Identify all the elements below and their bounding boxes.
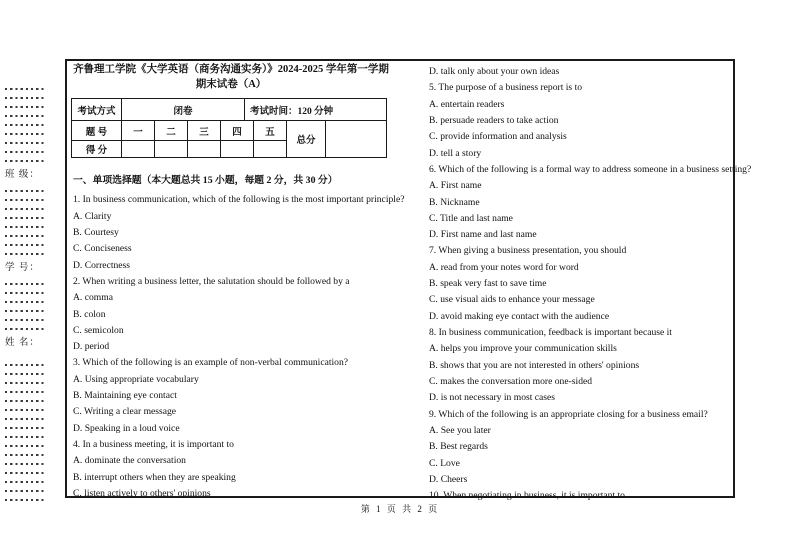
- question-line: 10. When negotiating in business, it is important to: [429, 490, 625, 502]
- binding-dotted-line: [5, 208, 45, 210]
- question-line: D. tell a story: [429, 147, 482, 159]
- binding-dotted-line: [5, 319, 45, 321]
- binding-dotted-line: [5, 373, 45, 375]
- question-line: A. dominate the conversation: [73, 455, 186, 467]
- binding-dotted-line: [5, 283, 45, 285]
- name-label: 姓 名：: [5, 338, 40, 348]
- binding-dotted-line: [5, 382, 45, 384]
- question-line: 2. When writing a business letter, the salutation should be followed by a: [73, 275, 350, 287]
- question-line: 9. Which of the following is an appropriate closing for a business email?: [429, 408, 708, 420]
- questions-column-right: [429, 64, 793, 504]
- binding-dotted-line: [5, 226, 45, 228]
- question-row-label: 题 号: [72, 121, 122, 141]
- score-row-label: 得 分: [72, 141, 122, 158]
- question-line: A. First name: [429, 180, 482, 192]
- question-line: B. Maintaining eye contact: [73, 390, 177, 402]
- left-question-lines: [73, 192, 403, 502]
- binding-dotted-line: [5, 292, 45, 294]
- binding-dotted-line: [5, 310, 45, 312]
- binding-dotted-line: [5, 133, 45, 135]
- binding-dotted-line: [5, 391, 45, 393]
- binding-dotted-line: [5, 463, 45, 465]
- binding-dotted-line: [5, 160, 45, 162]
- question-line: 4. In a business meeting, it is important to: [73, 439, 234, 450]
- binding-dotted-line: [5, 88, 45, 90]
- question-line: 1. In business communication, which of the following is the most important principle?: [73, 194, 405, 206]
- section-col-2: 二: [155, 121, 188, 141]
- exam-mode-value: 闭卷: [122, 99, 245, 121]
- score-cell-1: [122, 141, 155, 158]
- question-line: B. shows that you are not interested in others' opinions: [429, 359, 640, 371]
- binding-dotted-line: [5, 418, 45, 420]
- binding-margin: [5, 88, 45, 508]
- question-line: A. See you later: [429, 424, 491, 436]
- exam-mode-label: 考试方式: [72, 99, 122, 121]
- question-line: D. avoid making eye contact with the audience: [429, 310, 610, 322]
- binding-dotted-line: [5, 400, 45, 402]
- question-line: B. Nickname: [429, 196, 480, 208]
- binding-dotted-line: [5, 490, 45, 492]
- question-line: A. helps you improve your communication skills: [429, 343, 617, 355]
- student-id-label: 学 号：: [5, 263, 40, 273]
- section-col-4: 四: [221, 121, 254, 141]
- exam-title: [69, 62, 393, 92]
- binding-dotted-line: [5, 106, 45, 108]
- question-line: B. speak very fast to save time: [429, 278, 547, 290]
- binding-dotted-line: [5, 151, 45, 153]
- exam-info-table: [71, 98, 387, 158]
- total-score-cell: [326, 121, 387, 158]
- question-line: 5. The purpose of a business report is to: [429, 82, 583, 94]
- question-line: A. comma: [73, 292, 113, 304]
- section-title: 一、单项选择题（本大题总共 15 小题，每题 2 分，共 30 分）: [73, 175, 338, 186]
- question-line: D. is not necessary in most cases: [429, 392, 556, 404]
- right-question-lines: [429, 64, 793, 504]
- score-cell-2: [155, 141, 188, 158]
- score-cell-4: [221, 141, 254, 158]
- question-line: D. Correctness: [73, 259, 131, 271]
- question-line: C. use visual aids to enhance your message: [429, 294, 595, 306]
- question-line: C. semicolon: [73, 324, 124, 336]
- binding-dotted-line: [5, 190, 45, 192]
- binding-dotted-line: [5, 199, 45, 201]
- question-line: D. First name and last name: [429, 229, 537, 241]
- question-line: B. Best regards: [429, 441, 488, 453]
- question-line: D. period: [73, 341, 110, 353]
- question-line: 7. When giving a business presentation, you should: [429, 245, 627, 257]
- question-line: C. listen actively to others' opinions: [73, 487, 211, 499]
- question-line: A. entertain readers: [429, 98, 505, 110]
- binding-dotted-line: [5, 499, 45, 501]
- page-footer: 第 1 页 共 2 页: [360, 504, 440, 514]
- binding-dotted-line: [5, 409, 45, 411]
- binding-dotted-line: [5, 124, 45, 126]
- question-line: D. talk only about your own ideas: [429, 66, 560, 77]
- score-cell-5: [254, 141, 287, 158]
- exam-title-line2: 期末试卷（A）: [195, 79, 267, 90]
- binding-dotted-line: [5, 436, 45, 438]
- binding-dotted-line: [5, 217, 45, 219]
- binding-dotted-line: [5, 364, 45, 366]
- question-line: B. persuade readers to take action: [429, 114, 559, 126]
- question-line: C. Conciseness: [73, 243, 132, 255]
- binding-dotted-line: [5, 244, 45, 246]
- question-line: A. read from your notes word for word: [429, 261, 579, 273]
- binding-dotted-line: [5, 427, 45, 429]
- binding-dotted-line: [5, 235, 45, 237]
- exam-content-box: [65, 59, 752, 502]
- question-line: C. makes the conversation more one-sided: [429, 375, 593, 387]
- question-line: A. Using appropriate vocabulary: [73, 373, 199, 385]
- question-line: 6. Which of the following is a formal way to address someone in a business setting?: [429, 163, 752, 175]
- question-line: D. Speaking in a loud voice: [73, 422, 180, 434]
- question-line: C. Love: [429, 457, 460, 469]
- exam-time: 考试时间：120 分钟: [245, 99, 387, 121]
- binding-dotted-line: [5, 142, 45, 144]
- binding-dotted-line: [5, 253, 45, 255]
- question-line: B. colon: [73, 308, 106, 320]
- binding-dotted-line: [5, 472, 45, 474]
- question-line: 8. In business communication, feedback is important because it: [429, 327, 672, 338]
- total-score-label: 总分: [287, 121, 326, 158]
- question-line: D. Cheers: [429, 473, 468, 485]
- section-col-5: 五: [254, 121, 287, 141]
- score-cell-3: [188, 141, 221, 158]
- binding-dotted-line: [5, 454, 45, 456]
- section-col-3: 三: [188, 121, 221, 141]
- binding-dotted-line: [5, 328, 45, 330]
- question-line: C. Title and last name: [429, 212, 513, 224]
- section-col-1: 一: [122, 121, 155, 141]
- question-line: B. interrupt others when they are speaking: [73, 471, 236, 483]
- binding-dotted-line: [5, 301, 45, 303]
- question-line: B. Courtesy: [73, 226, 119, 238]
- exam-title-line1: 齐鲁理工学院《大学英语（商务沟通实务）》2024-2025 学年第一学期: [73, 64, 389, 75]
- question-line: A. Clarity: [73, 210, 112, 222]
- questions-column-left: [73, 173, 403, 502]
- question-line: C. Writing a clear message: [73, 406, 177, 418]
- binding-dotted-line: [5, 97, 45, 99]
- binding-dotted-line: [5, 115, 45, 117]
- question-line: C. provide information and analysis: [429, 131, 567, 143]
- binding-dotted-line: [5, 445, 45, 447]
- binding-dotted-line: [5, 481, 45, 483]
- question-line: 3. Which of the following is an example of non-verbal communication?: [73, 357, 349, 369]
- class-label: 班 级：: [5, 170, 40, 180]
